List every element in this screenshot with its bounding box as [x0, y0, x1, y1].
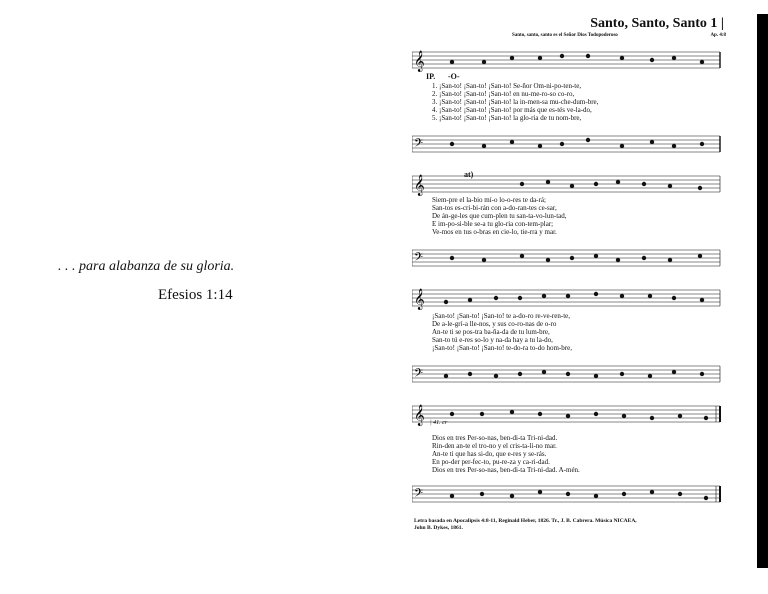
lyric-line: ¡San-to! ¡San-to! ¡San-to! te a-do-ro re-ve-ren-te, — [432, 312, 570, 320]
credits-line: Letra basada en Apocalipsis 4:8-11, Reginald Heber, 1826. Tr., J. B. Cabrera. Música NICAEA, — [414, 518, 637, 524]
lyric-line: San-to tú e-res so-lo y na-da hay a tu la-do, — [432, 336, 553, 344]
music-system-1 — [412, 40, 730, 160]
svg-text:𝄞: 𝄞 — [414, 405, 425, 426]
lyric-line: En po-der per-fec-to, pu-re-za y ca-ri-dad. — [432, 458, 550, 466]
lyric-line: ¡San-to! ¡San-to! ¡San-to! te-do-ra to-do hom-bre, — [432, 344, 572, 352]
lyric-line: 3. ¡San-to! ¡San-to! ¡San-to! la in-men-sa mu-che-dum-bre, — [432, 98, 599, 106]
bass-staff — [412, 364, 722, 382]
svg-text:𝄞: 𝄞 — [414, 289, 425, 310]
lyric-line: De a-le-grí-a lle-nos, y sus co-ro-nas de o-ro — [432, 320, 557, 328]
lyric-line: 5. ¡San-to! ¡San-to! ¡San-to! la glo-ria de tu nom-bre, — [432, 114, 582, 122]
subtitle-text: Santo, santo, santo es el Señor Dios Todopoderoso — [512, 33, 618, 38]
lyric-line: Ve-mos en tus o-bras en cie-lo, tie-rra y mar. — [432, 228, 557, 236]
hymn-title: Santo, Santo, Santo 1 | — [590, 16, 724, 31]
bass-staff — [412, 134, 722, 152]
lyric-line: An-te ti que has si-do, que e-res y se-rás. — [432, 450, 547, 458]
lyric-line: Dios en tres Per-so-nas, ben-di-ta Tri-ni-dad. — [432, 434, 558, 442]
scripture-reference: Ap. 4:8 — [710, 33, 726, 38]
treble-staff — [412, 174, 722, 196]
lyric-line: E im-po-si-ble se-a tu glo-ria con-tem-plar; — [432, 220, 554, 228]
svg-text:𝄢: 𝄢 — [414, 367, 424, 383]
lyric-line: Rin-den an-te el tro-no y el cris-ta-li-no mar. — [432, 442, 557, 450]
bass-staff — [412, 484, 722, 502]
music-marker: | 41. cr — [430, 420, 448, 426]
music-marker: IP. — [426, 72, 436, 81]
hymn-subtitle — [512, 33, 726, 38]
page-edge-bar — [757, 14, 768, 568]
credits-line: John B. Dykes, 1861. — [414, 525, 463, 531]
svg-text:𝄢: 𝄢 — [414, 137, 424, 153]
epigraph-reference: Efesios 1:14 — [158, 287, 233, 303]
svg-text:𝄞: 𝄞 — [414, 175, 425, 196]
lyric-line: De án-ge-les que cum-plen tu san-ta-vo-lun-tad, — [432, 212, 567, 220]
lyric-line: 2. ¡San-to! ¡San-to! ¡San-to! en nu-me-ro-so co-ro, — [432, 90, 575, 98]
lyric-line: 1. ¡San-to! ¡San-to! ¡San-to! Se-ñor Om-ni-po-ten-te, — [432, 82, 582, 90]
lyric-line: Siem-pre el la-bio mí-o lo-o-res te da-rá; — [432, 196, 546, 204]
music-marker: -O- — [448, 72, 460, 81]
bass-staff — [412, 248, 722, 266]
music-marker: at) — [464, 170, 474, 179]
treble-staff — [412, 288, 722, 310]
epigraph-quote: . . . para alabanza de su gloria. — [58, 259, 235, 274]
hymn-page — [412, 0, 730, 594]
lyric-line: San-tos es-cri-bi-rán con a-do-ran-tes ce-sar, — [432, 204, 557, 212]
svg-text:𝄢: 𝄢 — [414, 487, 424, 503]
lyric-line: Dios en tres Per-so-nas, ben-di-ta Tri-ni-dad. A-mén. — [432, 466, 580, 474]
treble-staff — [412, 50, 722, 72]
music-system-3 — [412, 284, 730, 392]
hymn-credits — [414, 518, 734, 532]
lyric-line: 4. ¡San-to! ¡San-to! ¡San-to! por más que es-tés ve-la-do, — [432, 106, 592, 114]
lyric-line: An-te ti se pos-tra ba-ña-da de tu lum-bre, — [432, 328, 550, 336]
music-system-2 — [412, 168, 730, 278]
svg-text:𝄞: 𝄞 — [414, 51, 425, 72]
svg-text:𝄢: 𝄢 — [414, 251, 424, 267]
music-system-4 — [412, 398, 730, 510]
